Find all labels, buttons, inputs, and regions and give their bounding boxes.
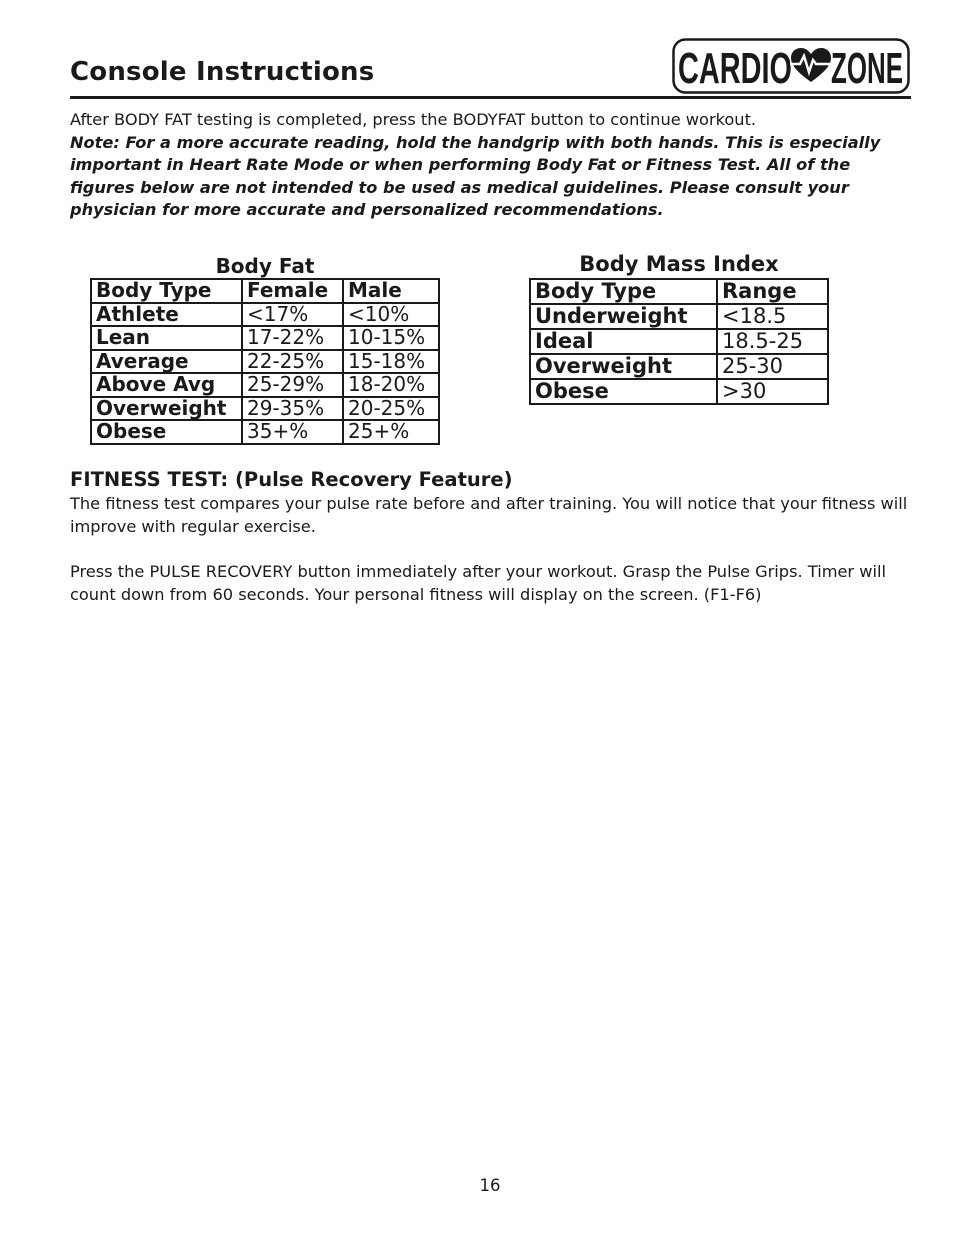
table-row [91, 326, 439, 350]
table-header-row [530, 279, 828, 304]
table-row [530, 329, 828, 354]
table-cell: Overweight [530, 354, 717, 379]
table-row [91, 373, 439, 397]
intro-line: After BODY FAT testing is completed, press the BODYFAT button to continue workout. [70, 110, 757, 129]
table-cell: Lean [91, 326, 242, 350]
table-cell: 29-35% [242, 397, 343, 421]
table-cell: Obese [530, 379, 717, 404]
fitness-test-heading: FITNESS TEST: (Pulse Recovery Feature) [70, 468, 513, 491]
table-cell: 17-22% [242, 326, 343, 350]
logo-text-right: ZONE [831, 44, 903, 93]
table-cell: >30 [717, 379, 828, 404]
table-row [91, 397, 439, 421]
table-row [530, 304, 828, 329]
table-row [530, 354, 828, 379]
fitness-paragraph: The fitness test compares your pulse rate before and after training. You will notice that your fitness will improve with regular exercise. [70, 494, 908, 536]
body-fat-title: Body Fat [215, 254, 315, 278]
table-cell: Ideal [530, 329, 717, 354]
table-cell: <18.5 [717, 304, 828, 329]
table-cell: Average [91, 350, 242, 374]
table-cell: Athlete [91, 303, 242, 327]
table-cell: 18-20% [343, 373, 439, 397]
table-cell: 35+% [242, 420, 343, 444]
table-cell: 25-30 [717, 354, 828, 379]
table-header-cell: Body Type [530, 279, 717, 304]
table-cell: 25+% [343, 420, 439, 444]
table-cell: Overweight [91, 397, 242, 421]
bmi-title: Body Mass Index [579, 252, 779, 276]
table-cell: 25-29% [242, 373, 343, 397]
table-header-cell: Male [343, 279, 439, 303]
table-row [91, 303, 439, 327]
header-divider [70, 96, 911, 99]
fitness-paragraph: Press the PULSE RECOVERY button immediately after your workout. Grasp the Pulse Grips. Timer will count down from 60 seconds. Your personal fitness will display on the screen. (F1-F6) [70, 562, 886, 604]
table-cell: 20-25% [343, 397, 439, 421]
intro-text [70, 109, 920, 222]
table-cell: 18.5-25 [717, 329, 828, 354]
table-cell: <10% [343, 303, 439, 327]
body-fat-table [90, 278, 440, 445]
table-cell: 22-25% [242, 350, 343, 374]
table-cell: 10-15% [343, 326, 439, 350]
table-row [91, 420, 439, 444]
table-row [91, 350, 439, 374]
table-cell: Above Avg [91, 373, 242, 397]
intro-note: Note: For a more accurate reading, hold the handgrip with both hands. This is especially important in Heart Rate Mode or when performing Body Fat or Fitness Test. All of the figures below are not intended to be used as medical guidelines. Please consult your physician for more accurate and personalized recommendations. [70, 132, 881, 219]
table-header-cell: Range [717, 279, 828, 304]
logo-text-left: CARDIO [678, 44, 792, 93]
page-number: 16 [479, 1176, 501, 1195]
cardio-zone-logo [672, 38, 910, 94]
page-title: Console Instructions [70, 57, 375, 87]
bmi-table [529, 278, 829, 405]
table-cell: <17% [242, 303, 343, 327]
fitness-test-text [70, 493, 910, 629]
table-header-cell: Body Type [91, 279, 242, 303]
table-header-row [91, 279, 439, 303]
table-cell: 15-18% [343, 350, 439, 374]
table-header-cell: Female [242, 279, 343, 303]
table-row [530, 379, 828, 404]
table-cell: Underweight [530, 304, 717, 329]
table-cell: Obese [91, 420, 242, 444]
